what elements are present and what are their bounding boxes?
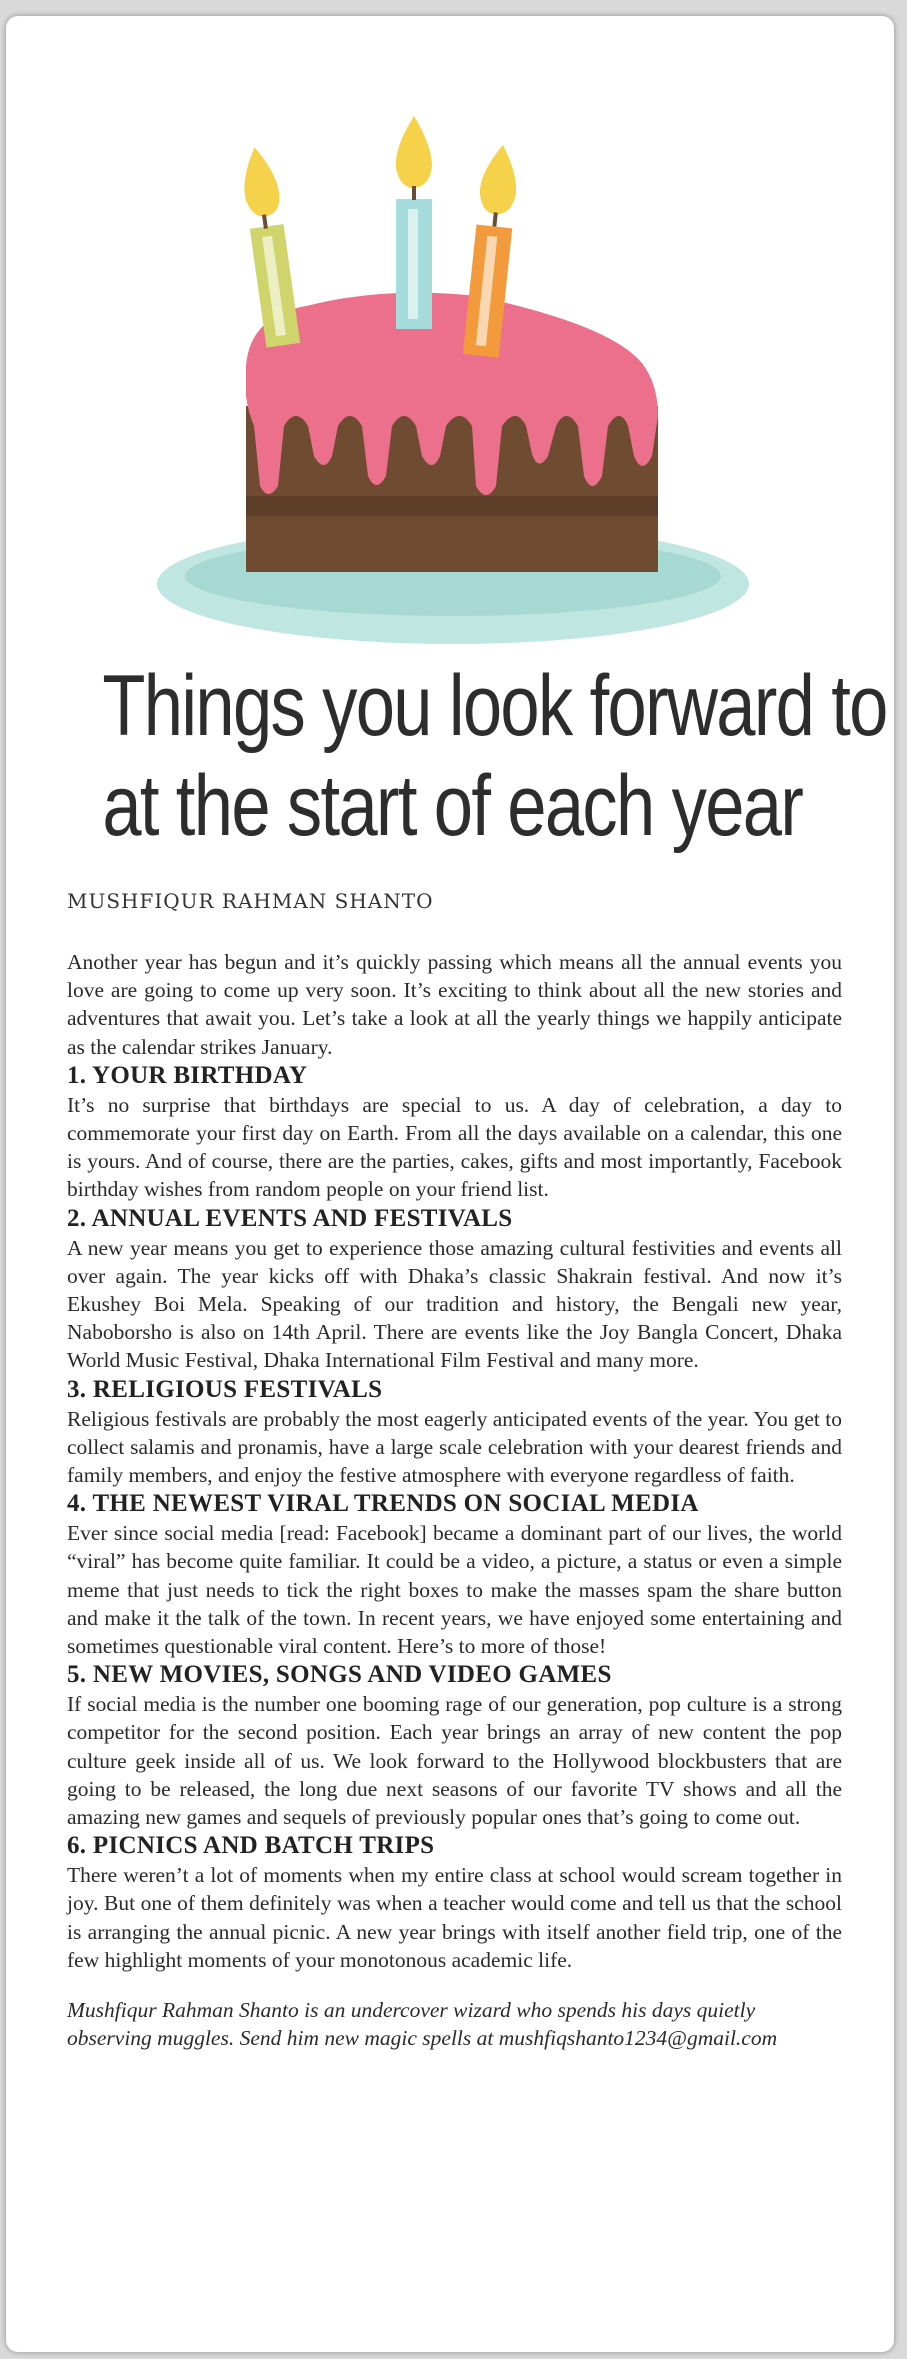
page-title [26, 656, 887, 856]
section-heading: 2. ANNUAL EVENTS AND FESTIVALS [67, 1204, 513, 1232]
section-paragraph: There weren’t a lot of moments when my entire class at school would scream together in joy. But one of them definitely was when a teacher would come and tell us that the school is arranging the annual picnic. A new year brings with itself another field trip, one of the few highlight moments of your monotonous academic life. [67, 1863, 842, 1972]
section-paragraph: Religious festivals are probably the most eagerly anticipated events of the year. You get to collect salamis and pronamis, have a large scale celebration with your dearest friends and family members, and enjoy the festive atmosphere with everyone regardless of faith. [67, 1406, 842, 1488]
intro-paragraph: Another year has begun and it’s quickly passing which means all the annual events you love are going to come up very soon. It’s exciting to think about all the new stories and adventures that await you. Let’s take a look at all the yearly things we happily anticipate as the calendar strikes January. [67, 950, 842, 1059]
section-paragraph: A new year means you get to experience those amazing cultural festivities and events all over again. The year kicks off with Dhaka’s classic Shakrain festival. And now it’s Ekushey Boi Mela. Speaking of our tradition and history, the Bengali new year, Naboborsho is also on 14th April. There are events like the Joy Bangla Concert, Dhaka World Music Festival, Dhaka International Film Festival and many more. [67, 1235, 842, 1373]
title-line-1: Things you look forward to [102, 658, 887, 754]
author-bio: Mushfiqur Rahman Shanto is an undercover wizard who spends his days quietly observing muggles. Send him new magic spells at mushfiqshanto1234@gmail.com [67, 1998, 778, 2051]
section-heading: 6. PICNICS AND BATCH TRIPS [67, 1832, 435, 1860]
section-heading: 1. YOUR BIRTHDAY [67, 1061, 308, 1089]
section-paragraph: If social media is the number one booming rage of our generation, pop culture is a strong competitor for the second position. Each year brings an array of new content the pop culture geek inside all of us. We look forward to the Hollywood blockbusters that are going to be released, the long due next seasons of our favorite TV shows and all the amazing new games and sequels of previously popular ones that’s going to come out. [67, 1692, 842, 1830]
section-heading: 3. RELIGIOUS FESTIVALS [67, 1375, 383, 1403]
section-heading: 5. NEW MOVIES, SONGS AND VIDEO GAMES [67, 1661, 612, 1689]
article-body [67, 948, 842, 2053]
title-line-2: at the start of each year [102, 758, 803, 854]
section-paragraph: It’s no surprise that birthdays are special to us. A day of celebration, a day to commemorate your first day on Earth. From all the days available on a calendar, this one is yours. And of course, there are the parties, cakes, gifts and most importantly, Facebook birthday wishes from random people on your friend list. [67, 1092, 842, 1202]
birthday-cake-icon [146, 76, 766, 656]
article-page [6, 16, 894, 2352]
author-byline: MUSHFIQUR RAHMAN SHANTO [67, 889, 434, 913]
section-heading: 4. THE NEWEST VIRAL TRENDS ON SOCIAL MEDIA [67, 1490, 699, 1518]
section-paragraph: Ever since social media [read: Facebook] became a dominant part of our lives, the world “viral” has become quite familiar. It could be a video, a picture, a status or even a simple meme that just needs to tick the right boxes to make the masses spam the share button and make it the talk of the town. In recent years, we have enjoyed some entertaining and sometimes questionable viral content. Here’s to more of those! [67, 1521, 842, 1659]
